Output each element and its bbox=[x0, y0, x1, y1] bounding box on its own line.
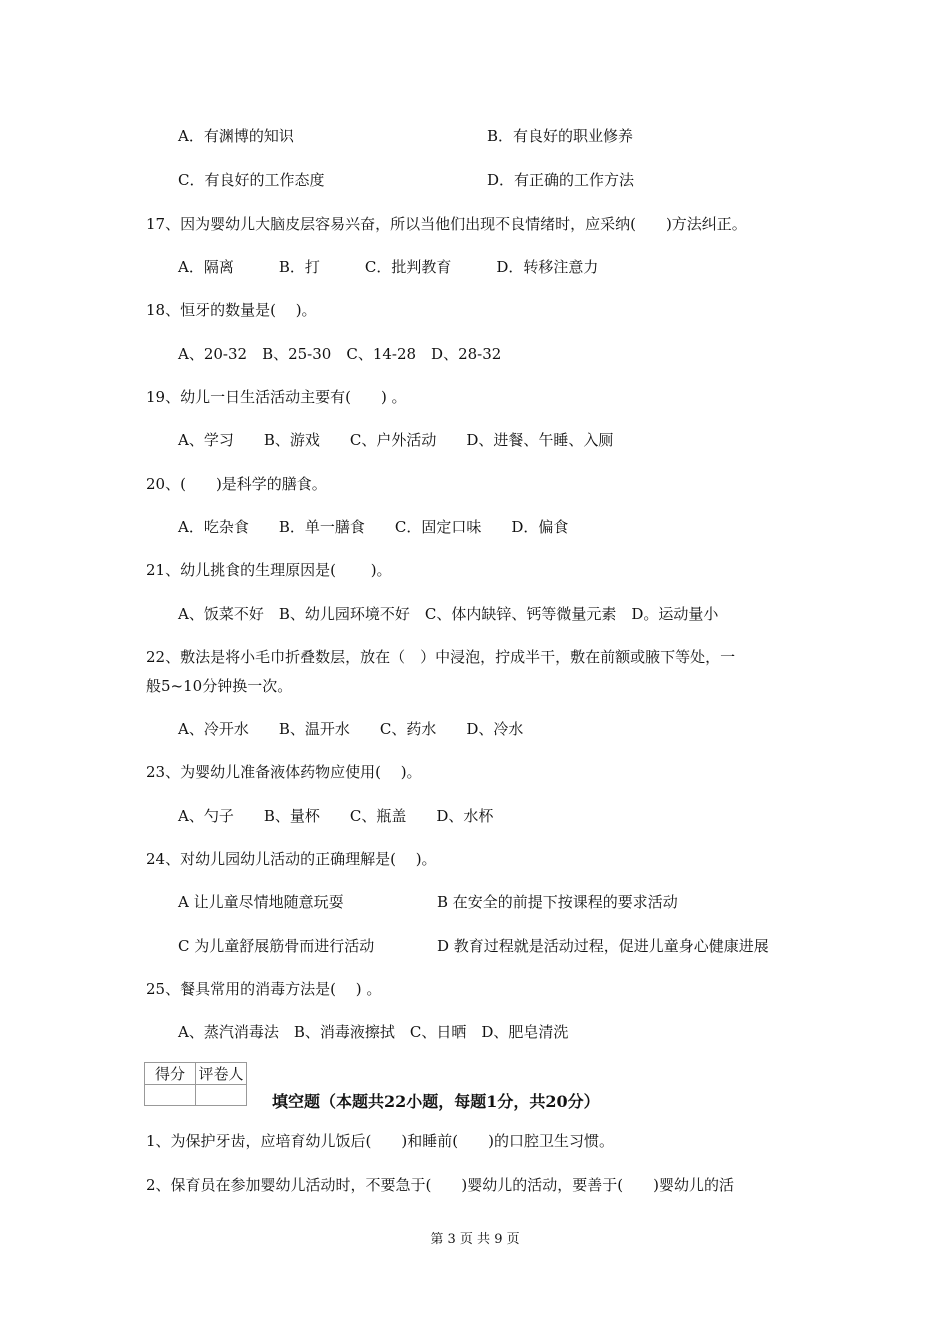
score-table bbox=[144, 1062, 247, 1106]
option-text: C．有良好的工作态度 bbox=[178, 171, 325, 189]
option-text: A、冷开水 B、温开水 C、药水 D、冷水 bbox=[178, 720, 524, 738]
question-text: 22、敷法是将小毛巾折叠数层，放在（ ）中浸泡，拧成半干，敷在前额或腋下等处，一 bbox=[146, 648, 736, 666]
question-text: 2、保育员在参加婴幼儿活动时，不要急于( )婴幼儿的活动，要善于( )婴幼儿的活 bbox=[146, 1176, 734, 1194]
option-text: C 为儿童舒展筋骨而进行活动 bbox=[178, 937, 375, 955]
option-text: A、20-32 B、25-30 C、14-28 D、28-32 bbox=[178, 345, 502, 363]
question-text: 般5~10分钟换一次。 bbox=[146, 677, 293, 695]
question-text: 1、为保护牙齿，应培育幼儿饭后( )和睡前( )的口腔卫生习惯。 bbox=[146, 1132, 614, 1150]
grader-cell bbox=[196, 1085, 247, 1106]
option-text: A．有渊博的知识 bbox=[178, 127, 294, 145]
question-text: 23、为婴幼儿准备液体药物应使用( )。 bbox=[146, 763, 422, 781]
option-text: B．有良好的职业修养 bbox=[487, 127, 634, 145]
section-title: 填空题（本题共22小题，每题1分，共20分） bbox=[272, 1092, 600, 1111]
option-text: B 在安全的前提下按课程的要求活动 bbox=[437, 893, 678, 911]
option-text: D．有正确的工作方法 bbox=[487, 171, 635, 189]
question-text: 17、因为婴幼儿大脑皮层容易兴奋，所以当他们出现不良情绪时，应采纳( )方法纠正。 bbox=[146, 215, 747, 233]
score-cell bbox=[145, 1085, 196, 1106]
page-footer: 第 3 页 共 9 页 bbox=[430, 1232, 520, 1247]
option-text: D 教育过程就是活动过程，促进儿童身心健康进展 bbox=[437, 937, 769, 955]
question-text: 24、对幼儿园幼儿活动的正确理解是( )。 bbox=[146, 850, 437, 868]
option-text: A、饭菜不好 B、幼儿园环境不好 C、体内缺锌、钙等微量元素 D。运动量小 bbox=[178, 605, 719, 623]
option-text: A．隔离 B．打 C．批判教育 D．转移注意力 bbox=[178, 258, 599, 276]
score-header: 得分 bbox=[145, 1063, 196, 1085]
grader-header: 评卷人 bbox=[196, 1063, 247, 1085]
question-text: 20、( )是科学的膳食。 bbox=[146, 475, 327, 493]
option-text: A、学习 B、游戏 C、户外活动 D、进餐、午睡、入厕 bbox=[178, 431, 614, 449]
question-text: 18、恒牙的数量是( )。 bbox=[146, 301, 317, 319]
option-text: A．吃杂食 B．单一膳食 C．固定口味 D．偏食 bbox=[178, 518, 569, 536]
option-text: A 让儿童尽情地随意玩耍 bbox=[178, 893, 344, 911]
question-text: 21、幼儿挑食的生理原因是( )。 bbox=[146, 561, 392, 579]
option-text: A、蒸汽消毒法 B、消毒液擦拭 C、日晒 D、肥皂清洗 bbox=[178, 1023, 569, 1041]
question-text: 25、餐具常用的消毒方法是( ) 。 bbox=[146, 980, 382, 998]
question-text: 19、幼儿一日生活活动主要有( ) 。 bbox=[146, 388, 407, 406]
option-text: A、勺子 B、量杯 C、瓶盖 D、水杯 bbox=[178, 807, 494, 825]
